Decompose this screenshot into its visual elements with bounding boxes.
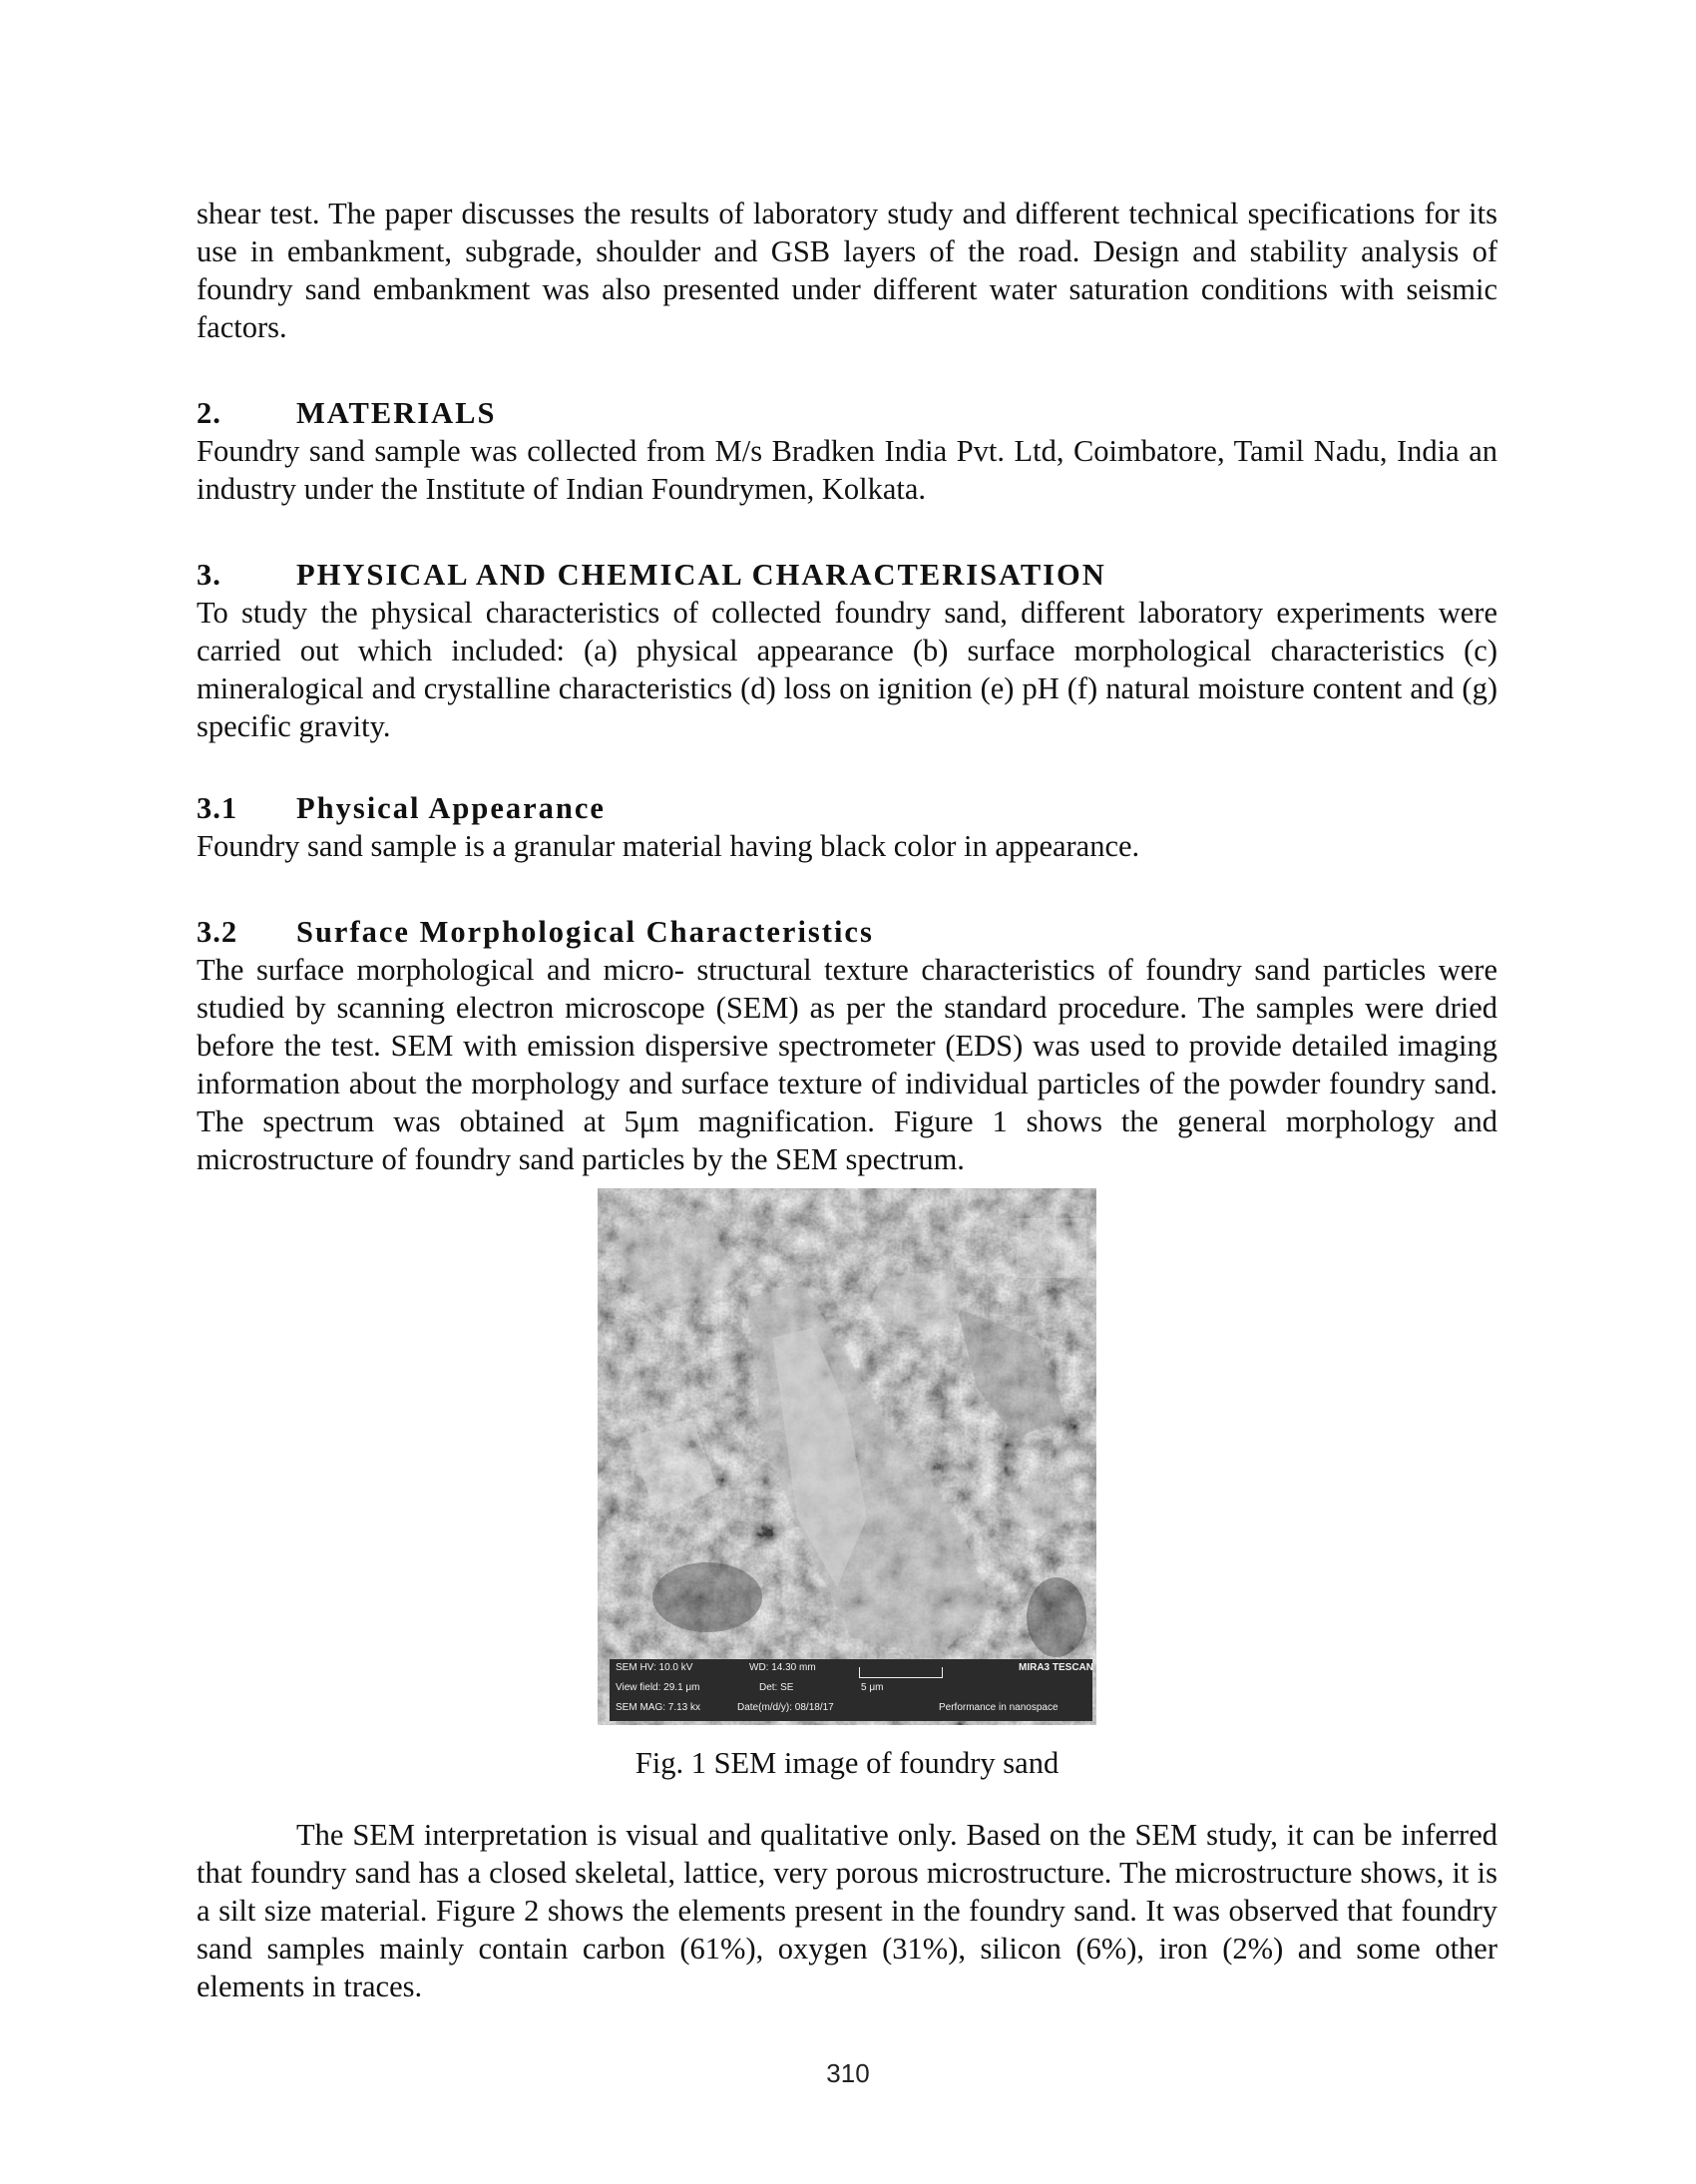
sem-hv-label: SEM HV: 10.0 kV [616,1662,693,1673]
sem-micrograph-texture [598,1188,1096,1725]
sem-mag-label: SEM MAG: 7.13 kx [616,1702,701,1713]
section-3-1-heading [197,789,1497,827]
page-number: 310 [826,2058,870,2088]
sem-tagline-label: Performance in nanospace [939,1702,1059,1713]
sem-wd-label: WD: 14.30 mm [749,1662,816,1673]
closing-paragraph: The SEM interpretation is visual and qualitative only. Based on the SEM study, it can be inferred that foundry sand has a closed skeletal, lattice, very porous microstructure. The microstructure shows, it is a silt size material. Figure 2 shows the elements present in the foundry sand. It was observed that foundry sand samples mainly contain carbon (61%), oxygen (31%), silicon (6%), iron (2%) and some other elements in traces. [197,1818,1497,2003]
sem-image [598,1188,1096,1725]
intro-paragraph: shear test. The paper discusses the results of laboratory study and different technical specifications for its use in embankment, subgrade, shoulder and GSB layers of the road. Design and stability analysis of foundry sand embankment was also presented under different water saturation conditions with seismic factors. [197,197,1497,344]
figure-1 [197,1188,1497,1782]
sem-scale-label: 5 μm [861,1682,884,1693]
physical-appearance-paragraph: Foundry sand sample is a granular material having black color in appearance. [197,829,1140,863]
section-number: 3.2 [197,915,238,949]
sem-detector-label: Det: SE [759,1682,794,1693]
section-3-heading [197,556,1497,594]
sem-view-field-label: View field: 29.1 μm [616,1682,700,1693]
morphology-paragraph: The surface morphological and micro- structural texture characteristics of foundry sand particles were studied by scanning electron microscope (SEM) as per the standard procedure. The samples were dried before the test. SEM with emission dispersive spectrometer (EDS) was used to provide detailed imaging information about the morphology and surface texture of individual particles of the powder foundry sand. The spectrum was obtained at 5μm magnification. Figure 1 shows the general morphology and microstructure of foundry sand particles by the SEM spectrum. [197,953,1497,1176]
section-number: 3. [197,558,221,592]
sem-date-label: Date(m/d/y): 08/18/17 [737,1702,834,1713]
section-title: MATERIALS [296,396,497,430]
section-number: 2. [197,396,221,430]
paper-page [197,195,1497,2005]
section-title: Physical Appearance [296,791,606,825]
section-number: 3.1 [197,791,238,825]
section-3-2-heading [197,913,1497,951]
section-title: Surface Morphological Characteristics [296,915,874,949]
section-2-heading [197,394,1497,432]
materials-paragraph: Foundry sand sample was collected from M/s Bradken India Pvt. Ltd, Coimbatore, Tamil Nadu, India an industry under the Institute of Indian Foundrymen, Kolkata. [197,434,1497,506]
sem-info-bar [610,1659,1092,1721]
sem-brand-label: MIRA3 TESCAN [1019,1662,1094,1673]
characterisation-paragraph: To study the physical characteristics of collected foundry sand, different laboratory experiments were carried out which included: (a) physical appearance (b) surface morphological characteristics (c) mineralogical and crystalline characteristics (d) loss on ignition (e) pH (f) natural moisture content and (g) specific gravity. [197,596,1497,743]
section-title: PHYSICAL AND CHEMICAL CHARACTERISATION [296,558,1106,592]
figure-caption: Fig. 1 SEM image of foundry sand [635,1746,1060,1780]
scale-bar [859,1667,943,1678]
